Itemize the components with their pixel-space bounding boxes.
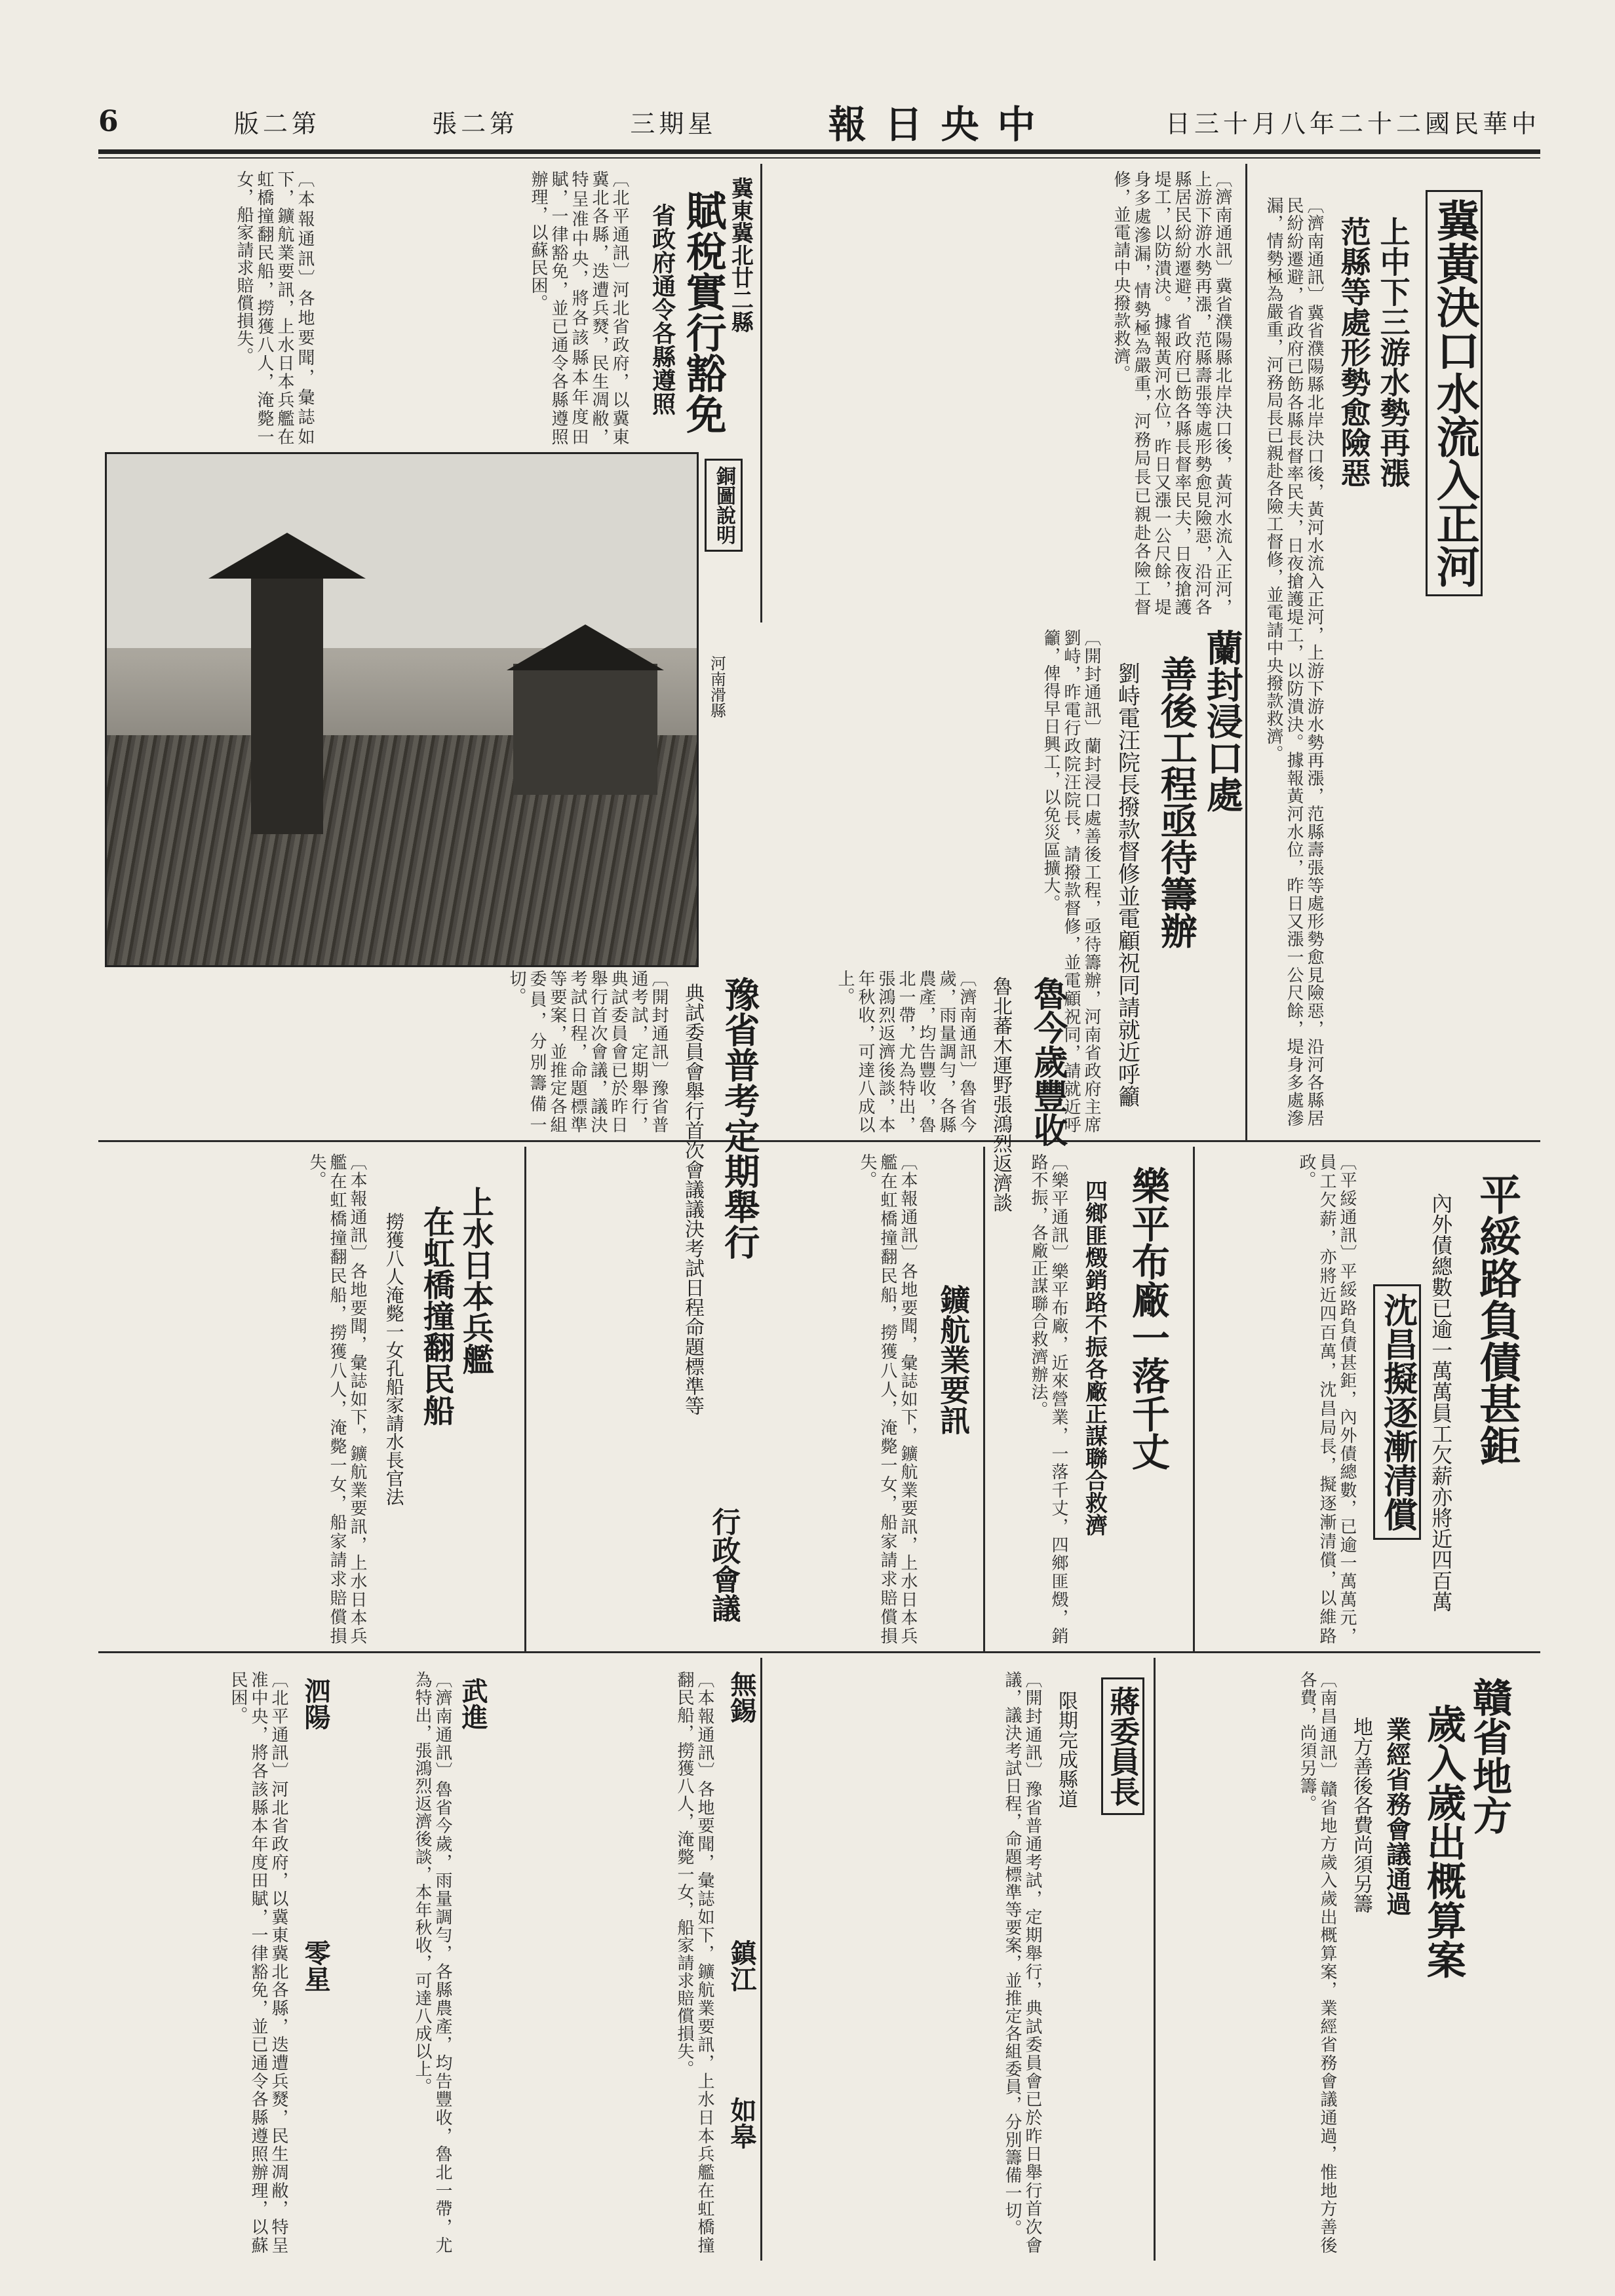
lepin-subhead: 四鄉匪燬銷路不振各廠正謀聯合救濟 [1081,1179,1108,1536]
flood-subhead-1: 上中下三游水勢再漲 [1375,216,1411,488]
shanghai-headline-2: 在虹橋撞翻民船 [418,1206,455,1426]
shanghai-headline: 上水日本兵艦 [457,1186,494,1375]
pingsui-body: 〔平綏通訊〕平綏路負債甚鉅，內外債總數，已逾一萬萬元，員工欠薪，亦將近四百萬，沈昌局長，擬逐漸清償，以維路政。 [1296,1153,1357,1645]
column-divider [983,1147,985,1651]
jiang-headline: 蔣委員長 [1101,1677,1144,1815]
briefs-body-1: 〔本報通訊〕各地要聞，彙誌如下，鑛航業要訊，上水日本兵艦在虹橋撞翻民船，撈獲八人，淹斃一女，船家請求賠償損失。 [674,1671,714,2254]
tax-kicker: 冀東冀北廿二縣 [727,177,754,333]
column-divider [1193,1147,1195,1651]
brief-title-siyang: 泗陽 [300,1677,331,1730]
flood-body: 〔濟南通訊〕冀省濮陽縣北岸決口後，黃河水流入正河，上游下游水勢再漲，范縣壽張等處形勢愈見險惡，沿河各縣居民紛紛遷避，省政府已飭各縣長督率民夫，日夜搶護堤工，以防潰決。據報黃河水位，昨日又漲一公尺餘，堤身多處滲漏，情勢極為嚴重，河務局長已親赴各險工督修，並電請中央撥款救濟。 [1264,197,1324,1127]
edition-label: 版二第 [233,109,321,138]
tax-body: 〔北平通訊〕河北省政府，以冀東冀北各縣，迭遭兵燹，民生凋敝，特呈准中央，將各該縣本年度田賦，一律豁免，並已通令各縣遵照辦理，以蘇民困。 [528,170,629,446]
column-divider [760,164,762,622]
masthead-rule-thin [98,157,1540,159]
mining-headline: 鑛航業要訊 [935,1284,971,1435]
page-folio: 6 [98,104,123,138]
shanghai-subhead: 撈獲八人淹斃一女孔船家請水長官法 [383,1212,405,1506]
lepin-headline: 樂平布廠一落千丈 [1125,1166,1170,1470]
masthead [98,98,1540,147]
news-photo-tower [105,452,699,967]
lu-body: 〔濟南通訊〕魯省今歲，雨量調勻，各縣農產，均告豐收，魯北一帶，尤為特出，張鴻烈返濟後談，本年秋收，可達八成以上。 [835,970,977,1134]
briefs-body-2: 〔濟南通訊〕魯省今歲，雨量調勻，各縣農產，均告豐收，魯北一帶，尤為特出，張鴻烈返濟後談，本年秋收，可達八成以上。 [412,1671,452,2254]
brief-title-wuxi: 無錫 [726,1671,757,1723]
column-divider [760,1658,762,2261]
exam-headline: 豫省普考定期舉行 [718,976,761,1259]
exam-body: 〔開封通訊〕豫省普通考試，定期舉行，典試委員會已於昨日舉行首次會議，議決考試日程，命題標準等要案，並推定各組委員，分別籌備一切。 [507,970,669,1134]
photo-side-body: 〔本報通訊〕各地要聞，彙誌如下，鑛航業要訊，上水日本兵艦在虹橋撞翻民船，撈獲八人，淹斃一女，船家請求賠償損失。 [234,170,315,446]
jiangxi-body: 〔南昌通訊〕贛省地方歲入歲出概算案，業經省務會議通過，惟地方善後各費，尚須另籌。 [1297,1671,1337,2254]
jiangxi-headline: 贛省地方 [1466,1677,1512,1835]
exam-subhead: 典試委員會舉行首次會議議決考試日程命題標準等 [681,983,704,1415]
mining-body: 〔本報通訊〕各地要聞，彙誌如下，鑛航業要訊，上水日本兵艦在虹橋撞翻民船，撈獲八人，淹斃一女，船家請求賠償損失。 [857,1153,918,1645]
masthead-rule [98,149,1540,154]
jiang-subhead: 限期完成縣道 [1055,1691,1078,1808]
column-divider [1245,164,1247,1140]
pingsui-headline: 平綏路負債甚鉅 [1472,1173,1522,1466]
shanghai-body: 〔本報通訊〕各地要聞，彙誌如下，鑛航業要訊，上水日本兵艦在虹橋撞翻民船，撈獲八人，淹斃一女，船家請求賠償損失。 [307,1153,367,1645]
column-divider [1154,1658,1156,2261]
photo-note: 河南滑縣 [707,655,726,718]
pingsui-subhead: 內外債總數已逾一萬萬員工欠薪亦將近四百萬 [1428,1193,1454,1612]
flood-body-continued: 〔濟南通訊〕冀省濮陽縣北岸決口後，黃河水流入正河，上游下游水勢再漲，范縣壽張等處形勢愈見險惡，沿河各縣居民紛紛遷避，省政府已飭各縣長督率民夫，日夜搶護堤工，以防潰決。據報黃河水位，昨日又漲一公尺餘，堤身多處滲漏，情勢極為嚴重，河務局長已親赴各險工督修，並電請中央撥款救濟。 [1111,170,1232,616]
section-label: 張二第 [432,109,519,138]
flood-headline: 冀黃決口水流入正河 [1426,190,1483,596]
brief-title-lingxing: 零星 [300,1940,331,1992]
pingsui-headline-2: 沈昌擬逐漸清償 [1373,1284,1421,1540]
photo-caption: 銅圖說明 [705,459,743,552]
section-divider [98,1140,1540,1142]
lanfeng-headline: 蘭封浸口處 [1200,629,1244,813]
xingzheng-headline: 行政會議 [707,1507,741,1622]
column-divider [524,1147,526,1651]
jiang-body: 〔開封通訊〕豫省普通考試，定期舉行，典試委員會已於昨日舉行首次會議，議決考試日程，命題標準等要案，並推定各組委員，分別籌備一切。 [1002,1671,1042,2254]
jiangxi-subhead: 業經省務會議通過 [1382,1717,1412,1916]
brief-title-wujin: 武進 [457,1677,488,1730]
lu-headline: 魯今歲豐收 [1027,976,1068,1147]
tax-subhead: 省政府通令各縣遵照 [648,203,676,415]
briefs-body-3: 〔北平通訊〕河北省政府，以冀東冀北各縣，迭遭兵燹，民生凋敝，特呈准中央，將各該縣本年度田賦，一律豁免，並已通令各縣遵照辦理，以蘇民困。 [228,1671,288,2254]
jiangxi-headline-2: 歲入歲出概算案 [1420,1704,1466,1979]
flood-subhead-2: 范縣等處形勢愈險惡 [1336,216,1372,488]
lu-subhead: 魯北蕃木運野張鴻烈返濟談 [989,976,1012,1212]
lanfeng-subhead: 劉峙電汪院長撥款督修並電顧祝同請就近呼籲 [1114,662,1140,1107]
date-label: 日三十月八年二十二國民華中 [1165,109,1540,138]
lanfeng-headline-2: 善後工程亟待籌辦 [1154,655,1198,949]
lanfeng-body: 〔開封通訊〕蘭封浸口處善後工程，亟待籌辦，河南省政府主席劉峙，昨電行政院汪院長，請撥款督修，並電顧祝同，請就近呼籲，俾得早日興工，以免災區擴大。 [1041,629,1101,1134]
section-divider [98,1651,1540,1653]
tax-headline: 賦稅實行豁免 [679,190,728,434]
brief-title-rugao: 如皋 [726,2097,757,2149]
brief-title-zhenjiang: 鎮江 [726,1940,757,1992]
paper-name: 報日央中 [828,102,1054,147]
weekday-label: 三期星 [630,109,717,138]
jiangxi-subhead-2: 地方善後各費尚須另籌 [1350,1717,1372,1913]
lepin-body: 〔樂平通訊〕樂平布廠，近來營業，一落千丈，四鄉匪燬，銷路不振，各廠正謀聯合救濟辦法。 [1028,1153,1068,1645]
